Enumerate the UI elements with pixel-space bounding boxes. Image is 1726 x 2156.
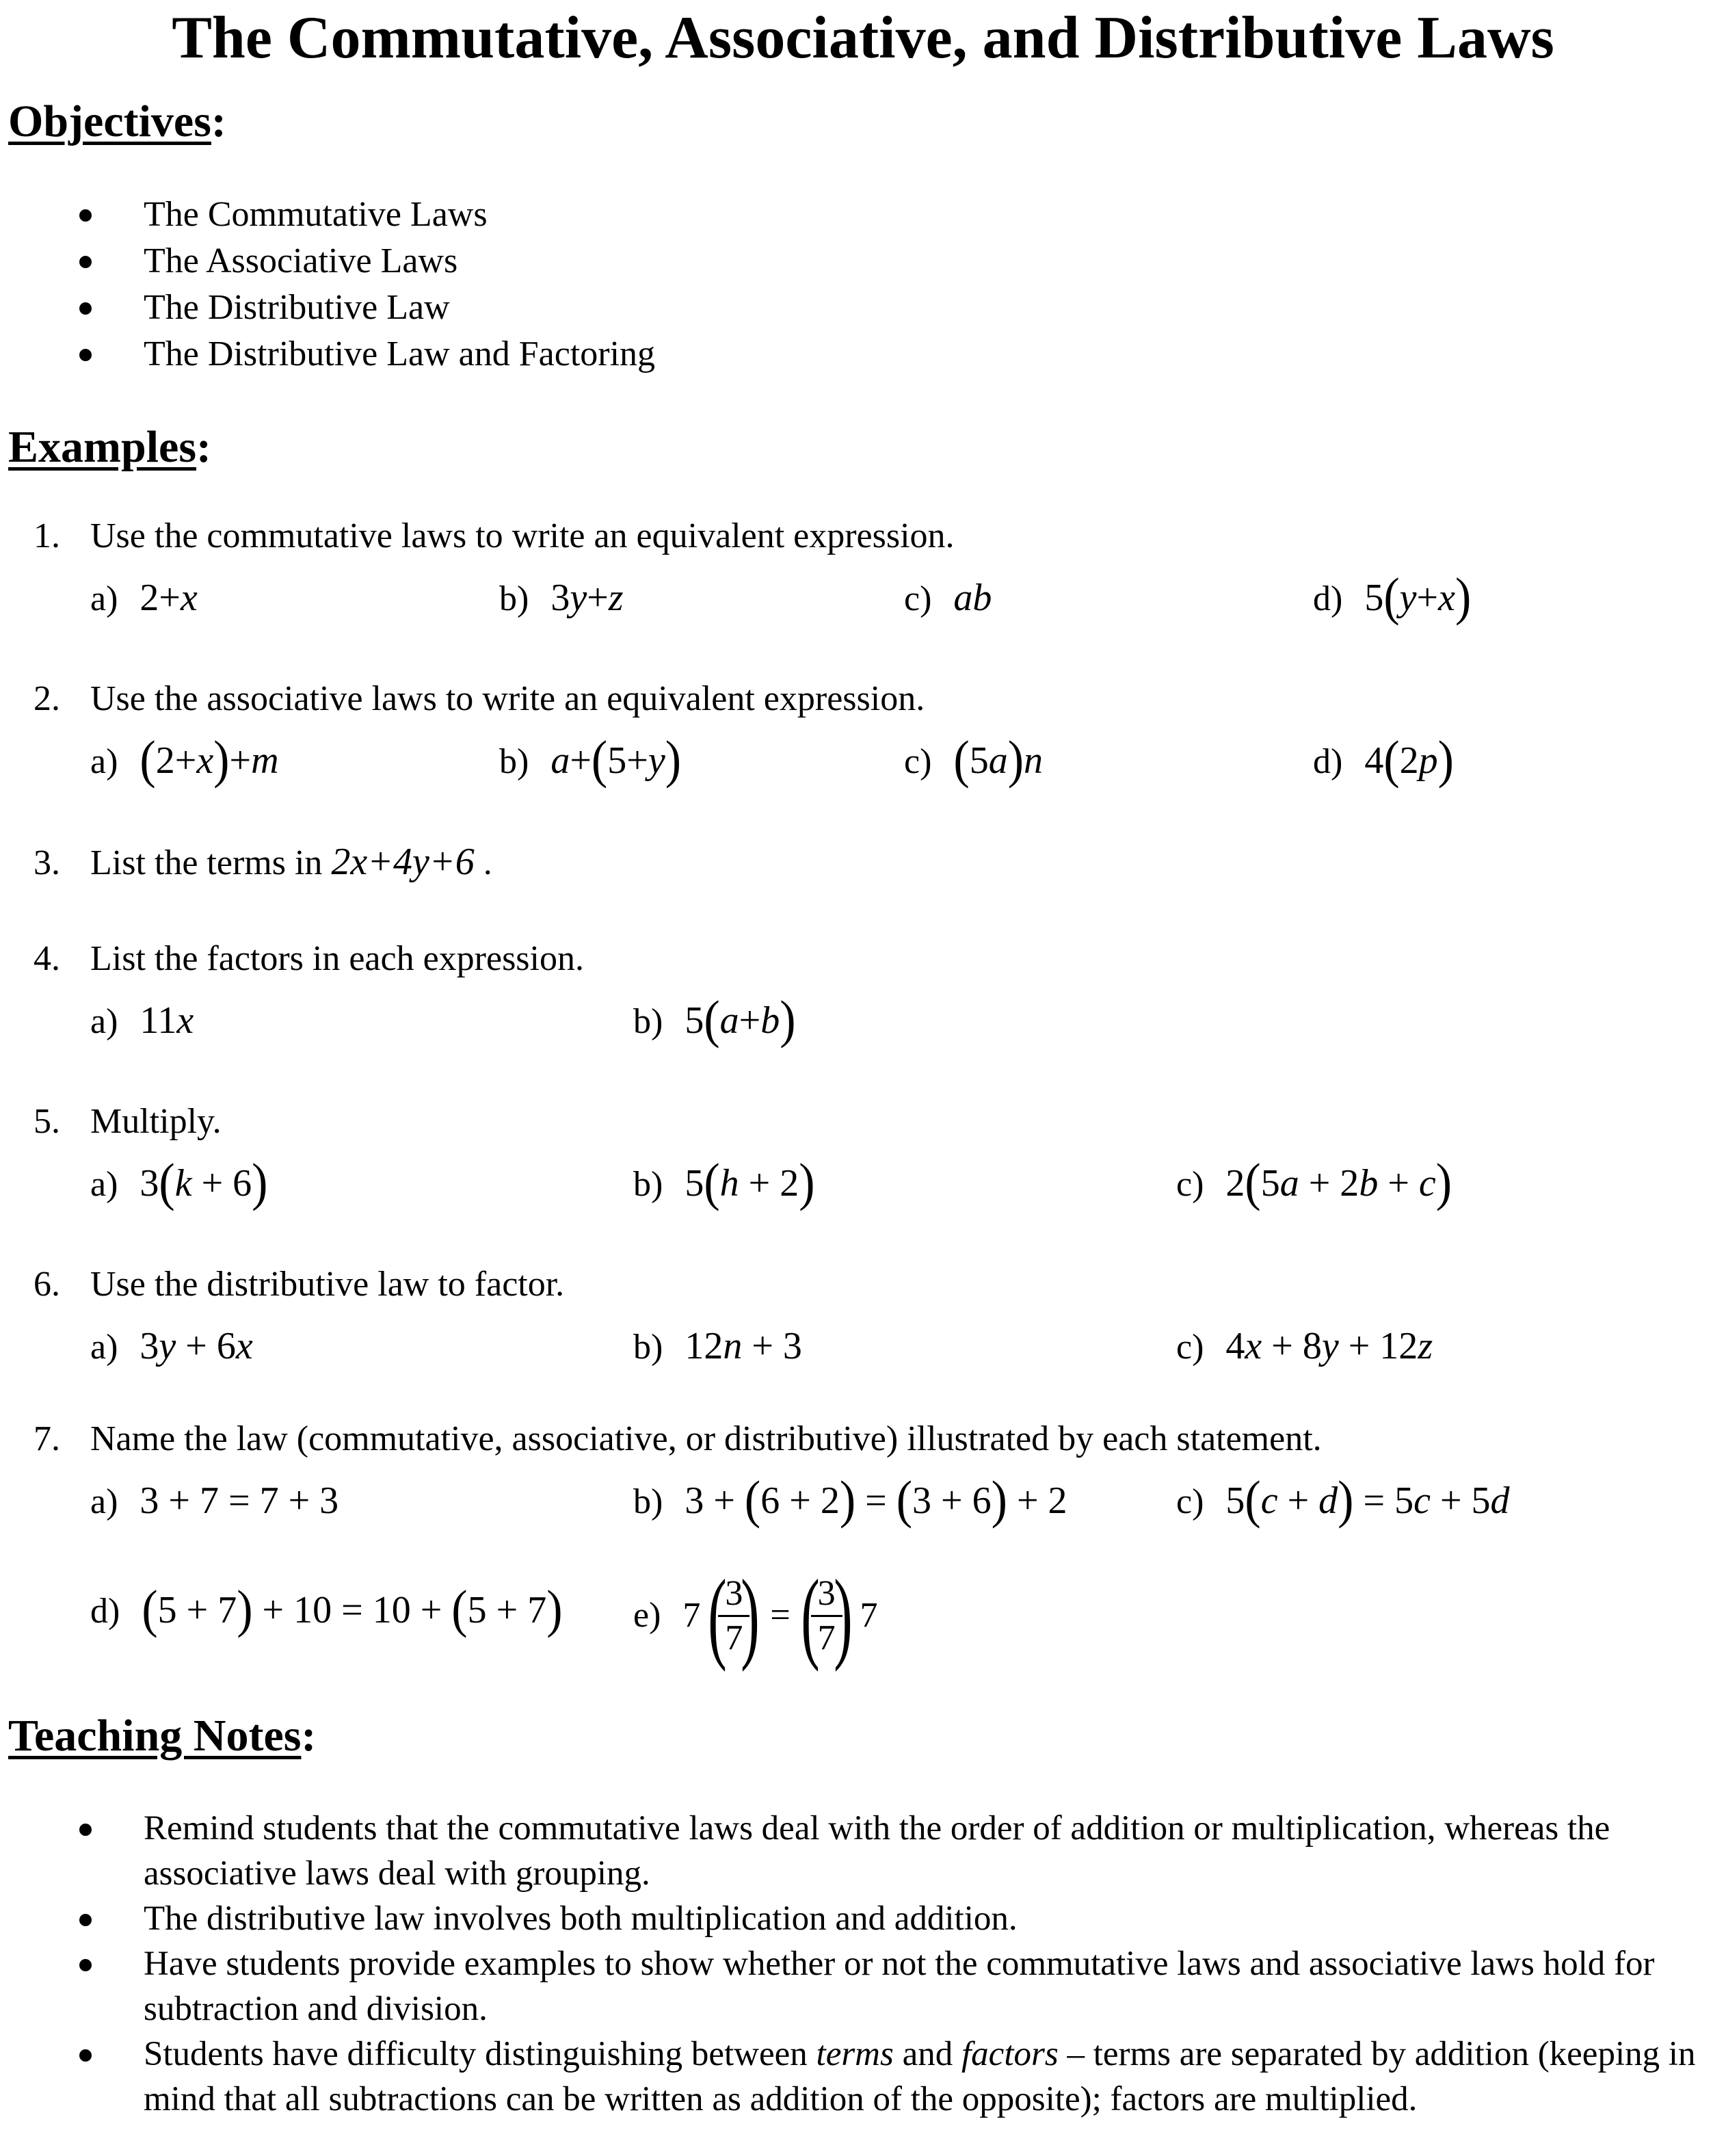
part-label: b) — [633, 1165, 663, 1204]
math-expression: 2+x — [140, 577, 198, 619]
bullet-icon — [79, 1914, 92, 1926]
math-expression: 3y + 6x — [140, 1325, 253, 1367]
math-expression: 2(5a + 2b + c) — [1225, 1154, 1452, 1212]
math-expression: a+(5+y) — [550, 731, 681, 789]
objective-text: The Commutative Laws — [144, 195, 488, 234]
note-text: Remind students that the commutative laws deal with the order of addition or multiplication, whereas the associative laws deal with grouping. — [144, 1809, 1610, 1893]
math-expression: 4x + 8y + 12z — [1225, 1325, 1433, 1367]
math-expression: 5(a+b) — [685, 991, 796, 1049]
question-prompt: List the terms in — [90, 843, 323, 882]
part-label: a) — [90, 1482, 118, 1521]
part-label: a) — [90, 1328, 118, 1367]
part-label: d) — [90, 1592, 120, 1631]
objectives-list — [0, 192, 655, 378]
question-6 — [0, 1263, 564, 1306]
bullet-icon — [79, 302, 92, 315]
list-item — [0, 1941, 1716, 2032]
q1-part-a — [90, 576, 198, 621]
question-number: 7. — [34, 1419, 60, 1458]
part-label: b) — [633, 1328, 663, 1367]
question-end: . — [483, 843, 492, 882]
part-label: e) — [633, 1596, 661, 1635]
bullet-icon — [79, 349, 92, 361]
bullet-icon — [79, 256, 92, 268]
math-expression: 5(y+x) — [1364, 568, 1472, 627]
part-label: a) — [90, 1165, 118, 1204]
q4-part-b — [633, 991, 796, 1049]
objectives-colon: : — [211, 96, 226, 146]
part-label: c) — [1176, 1165, 1204, 1204]
teaching-notes-colon: : — [301, 1711, 317, 1761]
question-1 — [0, 514, 955, 558]
question-7 — [0, 1417, 1322, 1461]
q6-part-c — [1176, 1324, 1433, 1369]
q5-part-b — [633, 1154, 815, 1212]
note-text: Students have difficulty distinguishing between — [144, 2035, 808, 2073]
q2-part-d — [1313, 731, 1454, 789]
question-4 — [0, 937, 584, 981]
math-expression: 5(c + d) = 5c + 5d — [1225, 1471, 1510, 1529]
q7-part-a — [90, 1479, 338, 1524]
objectives-heading — [8, 96, 226, 148]
q1-part-d — [1313, 568, 1472, 627]
math-expression: 7 ( $\frac{3}{7}$ ) = ( $\frac{3}{7}$ ) 7 — [682, 1559, 878, 1672]
objective-text: The Associative Laws — [144, 241, 458, 280]
list-item — [0, 285, 655, 331]
note-term: terms — [816, 2035, 894, 2073]
objective-text: The Distributive Law — [144, 288, 450, 327]
part-label: b) — [633, 1002, 663, 1041]
page-title: The Commutative, Associative, and Distributive Laws — [172, 5, 1554, 71]
part-label: c) — [1176, 1328, 1204, 1367]
teaching-notes-list — [0, 1806, 1716, 2122]
question-3 — [0, 840, 492, 885]
question-number: 5. — [34, 1102, 60, 1141]
fraction: $\frac{3}{7}$ — [811, 1573, 842, 1659]
q4-part-a — [90, 999, 194, 1044]
part-label: c) — [904, 579, 932, 618]
question-number: 4. — [34, 939, 60, 978]
math-expression: 3 + (6 + 2) = (3 + 6) + 2 — [685, 1471, 1067, 1529]
math-expression: (2+x)+m — [140, 731, 279, 789]
question-2 — [0, 677, 925, 721]
question-number: 1. — [34, 516, 60, 555]
note-text: – terms are separated by addition (keeping in mind that all subtractions can be written as addition of the opposite); factors are multiplied. — [144, 2035, 1696, 2118]
q7-part-b — [633, 1471, 1067, 1529]
note-text: and — [902, 2035, 953, 2073]
part-label: a) — [90, 1002, 118, 1041]
examples-heading-text: Examples — [8, 422, 197, 472]
math-expression: 2x+4y+6 — [331, 841, 475, 883]
q6-part-b — [633, 1324, 802, 1369]
q2-part-c — [904, 731, 1044, 789]
math-expression: 3 + 7 = 7 + 3 — [140, 1480, 339, 1522]
math-expression: 11x — [140, 999, 194, 1042]
q2-part-b — [499, 731, 681, 789]
question-number: 2. — [34, 679, 60, 718]
list-item — [0, 192, 655, 238]
examples-heading — [8, 421, 211, 473]
q6-part-a — [90, 1324, 253, 1369]
q7-part-e — [633, 1547, 878, 1684]
bullet-icon — [79, 209, 92, 222]
question-prompt: Use the distributive law to factor. — [90, 1265, 565, 1304]
bullet-icon — [79, 2049, 92, 2062]
question-prompt: List the factors in each expression. — [90, 939, 584, 978]
part-label: c) — [1176, 1482, 1204, 1521]
list-item — [0, 331, 655, 378]
part-label: d) — [1313, 579, 1343, 618]
note-text: Have students provide examples to show whether or not the commutative laws and associative laws hold for subtraction and division. — [144, 1945, 1655, 2028]
fraction: $\frac{3}{7}$ — [718, 1573, 749, 1659]
question-number: 3. — [34, 843, 60, 882]
list-item — [0, 2032, 1716, 2122]
bullet-icon — [79, 1824, 92, 1836]
q5-part-c — [1176, 1154, 1452, 1212]
question-prompt: Use the commutative laws to write an equivalent expression. — [90, 516, 955, 555]
q7-part-c — [1176, 1471, 1510, 1529]
teaching-notes-heading — [8, 1710, 316, 1762]
objective-text: The Distributive Law and Factoring — [144, 334, 656, 373]
math-expression: 4(2p) — [1364, 731, 1454, 789]
part-label: b) — [499, 579, 529, 618]
q1-part-b — [499, 576, 624, 621]
q5-part-a — [90, 1154, 268, 1212]
teaching-notes-heading-text: Teaching Notes — [8, 1711, 302, 1761]
math-expression: ab — [953, 577, 992, 619]
math-expression: 3(k + 6) — [140, 1154, 268, 1212]
math-expression: 3y+z — [550, 577, 624, 619]
question-prompt: Name the law (commutative, associative, or distributive) illustrated by each statement. — [90, 1419, 1322, 1458]
part-label: a) — [90, 579, 118, 618]
list-item — [0, 1896, 1716, 1941]
math-expression: (5a)n — [953, 731, 1044, 789]
math-expression: (5 + 7) + 10 = 10 + (5 + 7) — [142, 1581, 563, 1639]
objectives-heading-text: Objectives — [8, 96, 211, 146]
note-term: factors — [961, 2035, 1059, 2073]
math-expression: 12n + 3 — [685, 1325, 802, 1367]
part-label: a) — [90, 742, 118, 781]
part-label: b) — [499, 742, 529, 781]
list-item — [0, 1806, 1716, 1896]
bullet-icon — [79, 1959, 92, 1971]
part-label: c) — [904, 742, 932, 781]
question-prompt: Multiply. — [90, 1102, 222, 1141]
list-item — [0, 238, 655, 285]
note-text: The distributive law involves both multiplication and addition. — [144, 1899, 1018, 1938]
question-prompt: Use the associative laws to write an equivalent expression. — [90, 679, 925, 718]
math-expression: 5(h + 2) — [685, 1154, 815, 1212]
examples-colon: : — [196, 422, 212, 472]
q1-part-c — [904, 576, 992, 621]
part-label: b) — [633, 1482, 663, 1521]
part-label: d) — [1313, 742, 1343, 781]
question-number: 6. — [34, 1265, 60, 1304]
q2-part-a — [90, 731, 279, 789]
q7-part-d — [90, 1581, 563, 1639]
question-5 — [0, 1100, 222, 1144]
